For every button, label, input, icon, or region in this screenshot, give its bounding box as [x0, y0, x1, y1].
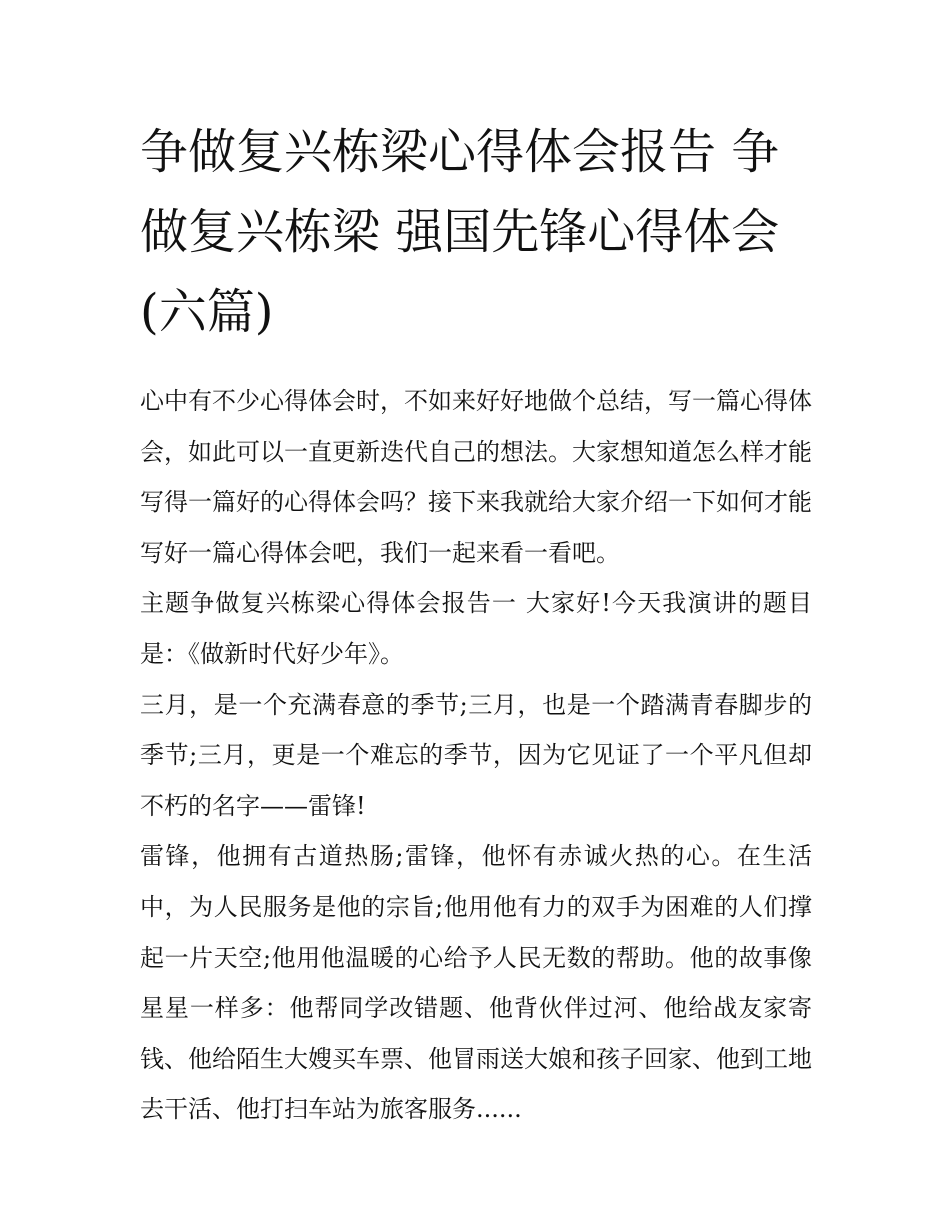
paragraph-march: 三月，是一个充满春意的季节;三月，也是一个踏满青春脚步的季节;三月，更是一个难忘的季节，因为它见证了一个平凡但却不朽的名字——雷锋!: [140, 690, 812, 820]
paragraph-intro: 心中有不少心得体会时，不如来好好地做个总结，写一篇心得体会，如此可以一直更新迭代自己的想法。大家想知道怎么样才能写得一篇好的心得体会吗？接下来我就给大家介绍一下如何才能写好一篇心得体会吧，我们一起来看一看吧。: [140, 387, 812, 567]
document-content: [140, 112, 812, 1135]
document-body: [140, 376, 812, 1135]
paragraph-leifeng: 雷锋，他拥有古道热肠;雷锋，他怀有赤诚火热的心。在生活中，为人民服务是他的宗旨;他用他有力的双手为困难的人们撑起一片天空;他用他温暖的心给予人民无数的帮助。他的故事像星星一样多：他帮同学改错题、他背伙伴过河、他给战友家寄钱、他给陌生大嫂买车票、他冒雨送大娘和孩子回家、他到工地去干活、他打扫车站为旅客服务......: [140, 842, 812, 1124]
paragraph-topic: 主题争做复兴栋梁心得体会报告一 大家好!今天我演讲的题目是：《做新时代好少年》。: [140, 589, 812, 668]
document-title: 争做复兴栋梁心得体会报告 争做复兴栋梁 强国先锋心得体会(六篇): [140, 124, 780, 340]
